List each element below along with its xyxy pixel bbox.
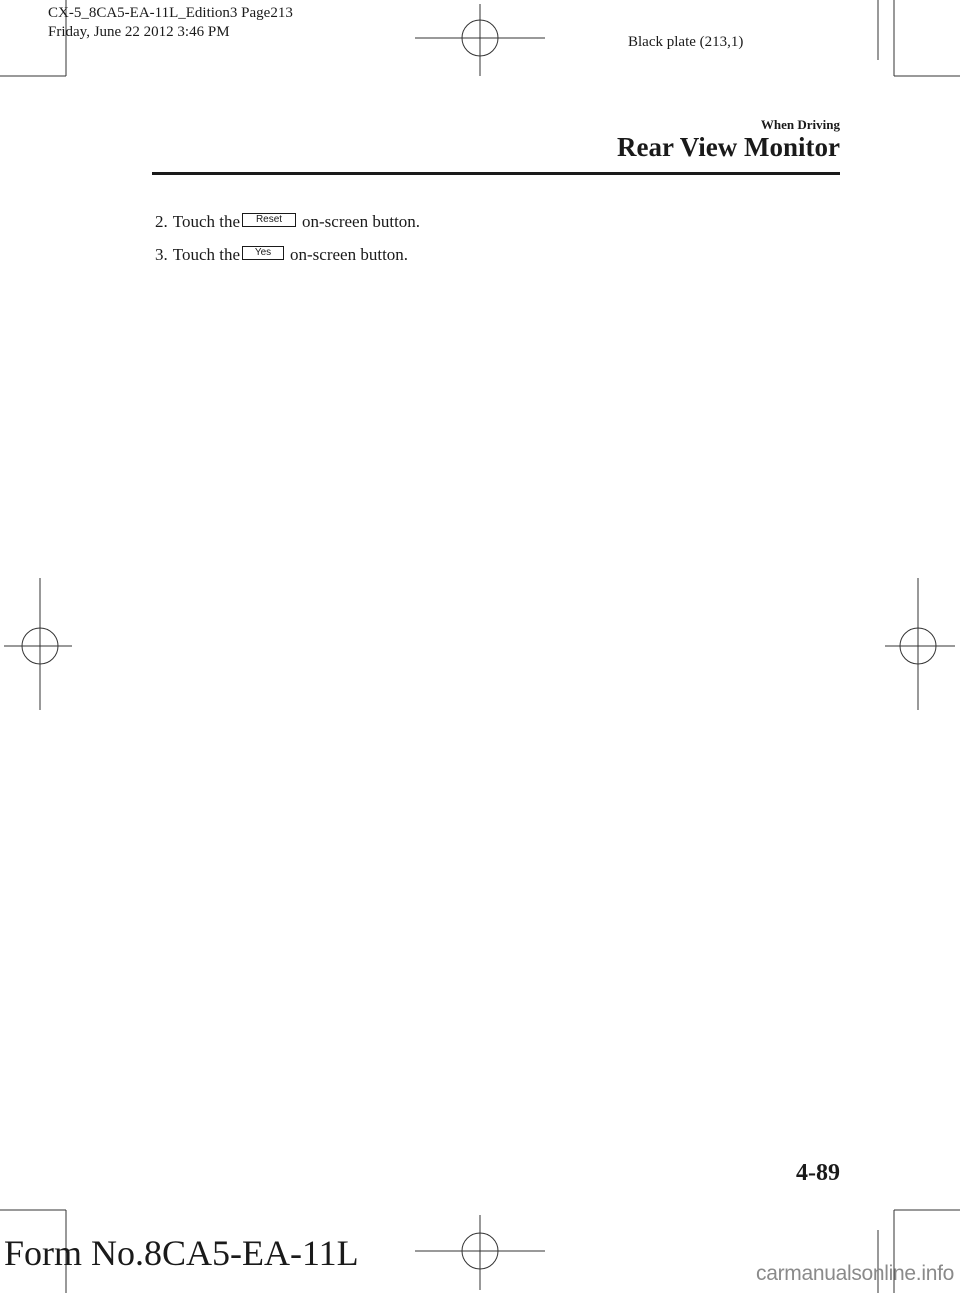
print-header <box>48 4 293 42</box>
page-number: 4-89 <box>796 1160 840 1186</box>
reset-button-image: Reset <box>242 213 296 227</box>
step-number: 2. <box>155 212 168 231</box>
step-text-after: on-screen button. <box>302 212 421 231</box>
print-header-line1: CX-5_8CA5-EA-11L_Edition3 Page213 <box>48 5 293 21</box>
step-text-before: Touch the <box>172 245 241 264</box>
registration-mark-icon <box>4 578 72 710</box>
title-rule <box>152 172 840 175</box>
registration-mark-icon <box>885 578 955 710</box>
step-text-before: Touch the <box>172 212 241 231</box>
form-number: Form No.8CA5-EA-11L <box>4 1233 359 1273</box>
section-label: When Driving <box>760 117 840 132</box>
yes-button-image: Yes <box>242 246 284 260</box>
step-3 <box>155 245 408 265</box>
step-number: 3. <box>155 245 168 264</box>
print-header-line2: Friday, June 22 2012 3:46 PM <box>48 24 230 40</box>
step-2 <box>155 212 420 232</box>
page-title: Rear View Monitor <box>617 132 840 162</box>
plate-label: Black plate (213,1) <box>628 34 744 50</box>
watermark: carmanualsonline.info <box>756 1262 954 1285</box>
step-text-after: on-screen button. <box>290 245 409 264</box>
registration-mark-icon <box>415 4 545 76</box>
registration-mark-icon <box>415 1215 545 1290</box>
